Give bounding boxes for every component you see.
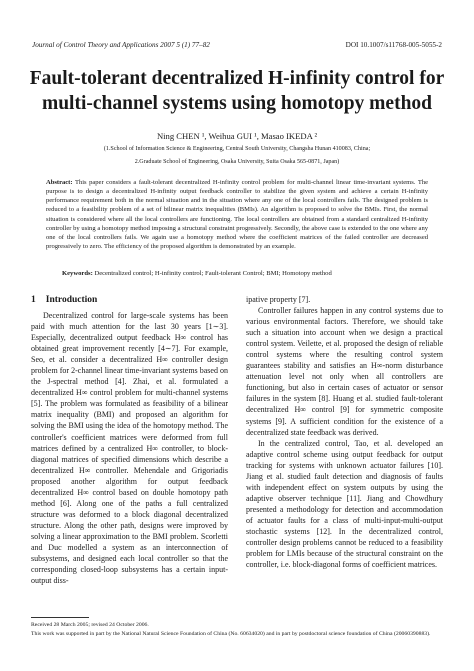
abstract <box>46 178 428 251</box>
keywords <box>62 269 428 278</box>
abstract-label: Abstract: <box>46 179 73 186</box>
body-column-left <box>31 294 228 586</box>
footnote-received: Received 28 March 2005; revised 24 October 2006. <box>31 622 149 628</box>
footnote-support: This work was supported in part by the National Natural Science Foundation of China (No. 60634020) and in part by postdoctoral science foundation of China (20060390883). <box>31 631 431 637</box>
affiliation-2: 2.Graduate School of Engineering, Osaka University, Suita Osaka 565-0871, Japan) <box>134 159 340 165</box>
paragraph: Decentralized control for large-scale systems has been paid with much attention for the last 30 years [1∼3]. Especially, decentralized output feedback H∞ control has obtained great improvement recently [4∼7]. For example, Seo, et al. consider a decentralized H∞ controller design problem for 2-channel linear time-invariant systems based on the J-spectral method [4]. Zhai, et al. formulated a decentralized H∞ control problem for multi-channel systems [5]. The problem was formulated as feasibility of a bilinear matrix inequality (BMI) and proposed an algorithm for solving the BMI using the idea of the homotopy method. The controller's coefficient matrices were deformed from full matrices defined by a centralized H∞ controller, to block-diagonal matrices of specified dimensions which describe a decentralized H∞ controller. Mehendale and Grigoriadis proposed another algorithm for output feedback decentralized H∞ control based on double homotopy path method [6]. Along one of the paths a full centralized structure was deformed to a block diagonal decentralized structure. Along the other path, designs were improved by solving a linear approximation to the BMI problem. Scorletti and Duc modelled a system as an interconnection of subsystems, and designed each local controller so that the corresponding closed-loop subsystems has a certain input-output diss- <box>31 311 228 586</box>
footnote-rule <box>31 617 89 618</box>
abstract-text: This paper considers a fault-tolerant decentralized H-infinity control problem for multi-channel linear time-invariant systems. The purpose is to design a decentralized H-infinity output feedback controller to stabilize the given system and achieve a certain H-infinity performance requirement both in the normal situation and in the situation where any one of the local controllers fails. The designed problem is reduced to a feasibility problem of a set of bilinear matrix inequalities (BMIs). An algorithm is proposed to solve the BMIs. First, the normal situation is considered where all the local controllers are functioning. The local controllers are obtained from a standard centralized H-infinity controller by using a homotopy method imposing a structural constraint progressively. Secondly, the above case is extended to the one where any one of the local controllers fails. We again use a homotopy method where the coefficient matrices of the failed controller are decreased progressively to zero. The efficiency of the proposed algorithm is demonstrated by an example. <box>46 179 428 251</box>
section-number: 1 <box>31 295 36 305</box>
paragraph-continued: ipative property [7]. <box>246 295 311 304</box>
section-heading <box>31 294 228 306</box>
running-header <box>32 41 442 53</box>
body-column-right <box>246 294 443 570</box>
section-title: Introduction <box>45 295 98 305</box>
paper-title <box>26 66 448 116</box>
journal-citation: Journal of Control Theory and Applications 2007 5 (1) 77–82 <box>32 41 210 49</box>
title-line-1: Fault-tolerant decentralized H-infinity control for <box>29 68 445 89</box>
title-line-2: multi-channel systems using homotopy method <box>41 93 433 114</box>
affiliation-1: (1.School of Information Science & Engineering, Central South University, Changsha Hunan 410083, China; <box>103 146 371 152</box>
doi-label: DOI 10.1007/s11768-005-5055-2 <box>345 41 442 49</box>
keywords-text: Decentralized control; H-infinity control; Fault-tolerant Control; BMI; Homotopy method <box>94 270 332 277</box>
author-list: Ning CHEN ¹, Weihua GUI ¹, Masao IKEDA ² <box>156 131 318 141</box>
paragraph: In the centralized control, Tao, et al. developed an adaptive control scheme using output feedback for output tracking for systems with unknown actuator failures [10]. Jiang et al. studied fault detection and diagnosis of faults with independent effect on system outputs by using the adaptive observer technique [11]. Jiang and Chowdhury presented a methodology for detection and accommodation of actuator faults for a class of multi-input-multi-output stochastic systems [12]. In the decentralized control, controller design problems cannot be reduced to a feasibility problem for LMIs because of the structural constraint on the controller, i.e. block-diagonal forms of coefficient matrices. <box>246 438 443 570</box>
paragraph: Controller failures happen in any control systems due to various environmental factors. Therefore, we should take such a situation into account when we design a practical control system. Veilette, et al. proposed the design of reliable control systems where the resulting control system guarantees stability and satisfies an H∞-norm disturbance attenuation level not only when all controllers are functioning, but also in certain cases of actuator or sensor failures in the system [8]. Huang et al. studied fault-tolerant decentralized H∞ control [9] for symmetric composite systems [9]. A sufficient condition for the existence of a decentralized state feedback was derived. <box>246 306 443 437</box>
keywords-label: Keywords: <box>62 270 93 277</box>
